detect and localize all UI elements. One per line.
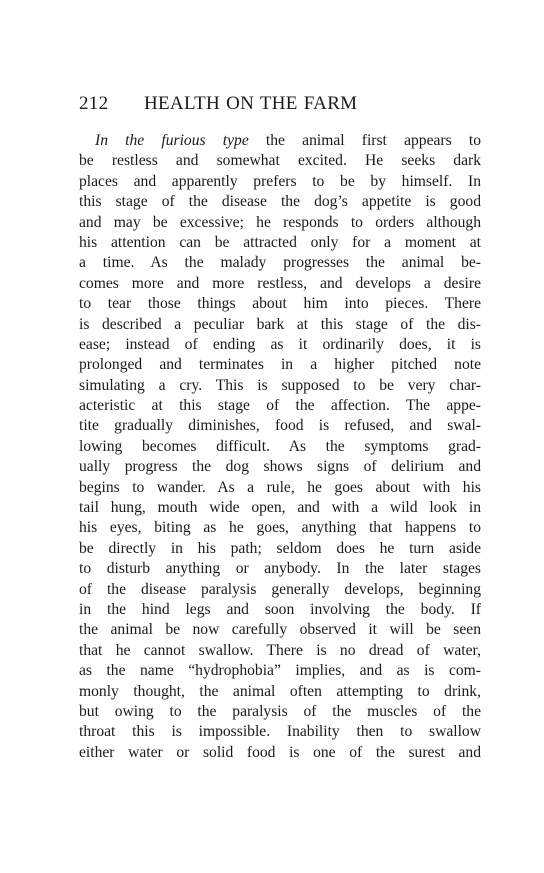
text-line: a time. As the malady progresses the animal be-: [79, 254, 481, 272]
text-line: be directly in his path; seldom does he turn aside: [79, 539, 481, 557]
line-remainder: the animal first appears to: [248, 132, 481, 149]
running-head: [79, 92, 483, 116]
text-line: is described a peculiar bark at this stage of the dis-: [79, 315, 481, 333]
page-number: 212: [79, 93, 109, 114]
text-line: tail hung, mouth wide open, and with a wild look in: [79, 499, 481, 517]
text-line: be restless and somewhat excited. He seeks dark: [79, 152, 481, 170]
text-line: lowing becomes difficult. As the symptoms grad-: [79, 437, 481, 455]
text-line: the animal be now carefully observed it will be seen: [79, 621, 481, 639]
text-line: in the hind legs and soon involving the body. If: [79, 600, 481, 618]
text-line: tite gradually diminishes, food is refused, and swal-: [79, 417, 481, 435]
text-line: simulating a cry. This is supposed to be very char-: [79, 376, 481, 394]
text-line: acteristic at this stage of the affection. The appe-: [79, 397, 481, 415]
text-line: his attention can be attracted only for a moment at: [79, 233, 481, 251]
text-line: throat this is impossible. Inability then to swallow: [79, 723, 481, 741]
text-line: either water or solid food is one of the surest and: [79, 743, 481, 761]
text-line: ease; instead of ending as it ordinarily does, it is: [79, 335, 481, 353]
text-line: that he cannot swallow. There is no dread of water,: [79, 641, 481, 659]
text-line: of the disease paralysis generally develops, beginning: [79, 580, 481, 598]
text-line: ually progress the dog shows signs of delirium and: [79, 458, 481, 476]
text-line: places and apparently prefers to be by himself. In: [79, 172, 481, 190]
text-line: prolonged and terminates in a higher pitched note: [79, 356, 481, 374]
text-line: begins to wander. As a rule, he goes about with his: [79, 478, 481, 496]
text-line: but owing to the paralysis of the muscles of the: [79, 702, 481, 720]
text-line: to tear those things about him into pieces. There: [79, 295, 481, 313]
text-line: monly thought, the animal often attempting to drink,: [79, 682, 481, 700]
italic-phrase: In the furious type: [95, 132, 249, 149]
text-line: comes more and more restless, and develops a desire: [79, 274, 481, 292]
text-line: as the name “hydrophobia” implies, and as is com-: [79, 662, 481, 680]
text-line: his eyes, biting as he goes, anything that happens to: [79, 519, 481, 537]
text-line: this stage of the disease the dog’s appetite is good: [79, 193, 481, 211]
text-line: and may be excessive; he responds to orders although: [79, 213, 481, 231]
running-head-title: HEALTH ON THE FARM: [144, 93, 358, 114]
text-line: [79, 131, 481, 151]
text-line: to disturb anything or anybody. In the later stages: [79, 560, 481, 578]
body-paragraph: [79, 131, 481, 763]
